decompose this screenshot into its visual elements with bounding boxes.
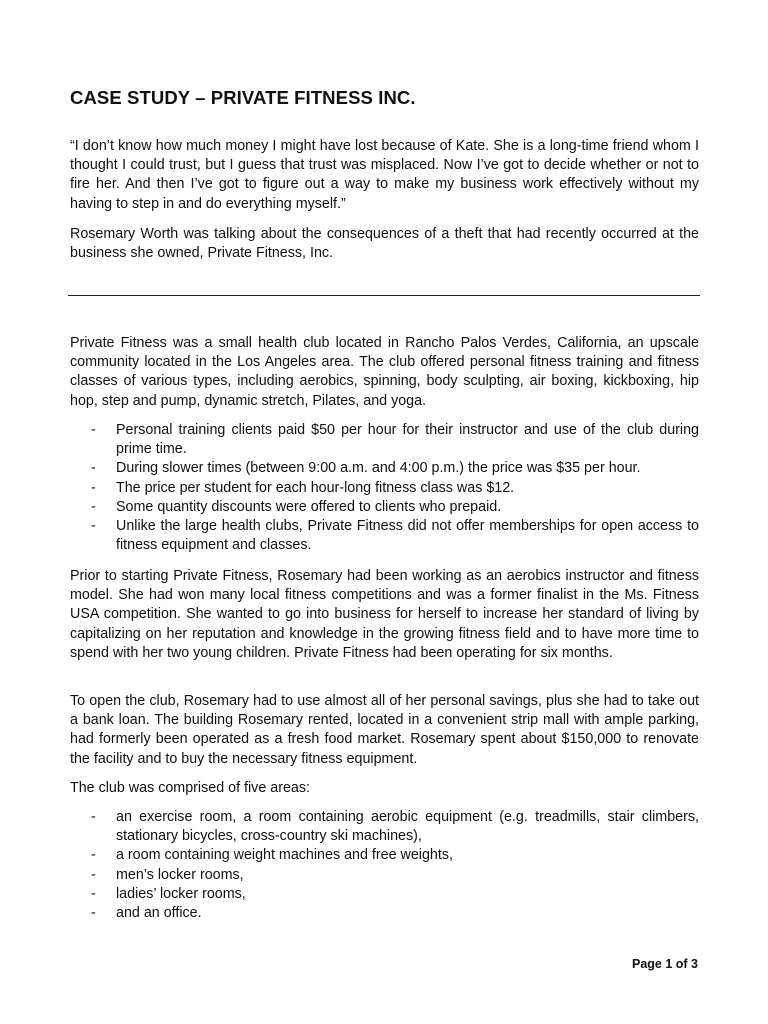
- list-item-text: men’s locker rooms,: [116, 866, 244, 883]
- horizontal-divider: [68, 295, 700, 296]
- list-item: [70, 904, 699, 923]
- paragraph-background: Prior to starting Private Fitness, Rosemary had been working as an aerobics instructor and fitness model. She had won many local fitness competitions and was a former finalist in the Ms. Fitness USA competition. She wanted to go into business for herself to increase her standard of living by capitalizing on her reputation and knowledge in the growing fitness field and to have more time to spend with her two young children. Private Fitness had been operating for six months.: [70, 568, 699, 661]
- intro-paragraph: Rosemary Worth was talking about the consequences of a theft that had recently occurred at the business she owned, Private Fitness, Inc.: [70, 226, 699, 262]
- opening-quote: “I don’t know how much money I might have lost because of Kate. She is a long-time friend whom I thought I could trust, but I guess that trust was misplaced. Now I’ve got to decide whether or not to fire her. And then I’ve got to figure out a way to make my business work effectively without my having to step in and do everything myself.”: [70, 138, 699, 212]
- page-title: CASE STUDY – PRIVATE FITNESS INC.: [70, 87, 416, 108]
- list-item-text: and an office.: [116, 905, 202, 922]
- list-item-text: During slower times (between 9:00 a.m. and 4:00 p.m.) the price was $35 per hour.: [116, 460, 641, 477]
- list-item-text: an exercise room, a room containing aerobic equipment (e.g. treadmills, stair climbers, stationary bicycles, cross-country ski machines),: [116, 809, 699, 845]
- bullet-dash: -: [91, 518, 96, 535]
- areas-list: [70, 808, 699, 923]
- pricing-list: [70, 421, 699, 555]
- list-item-text: a room containing weight machines and free weights,: [116, 847, 453, 864]
- list-item-text: Personal training clients paid $50 per hour for their instructor and use of the club during prime time.: [116, 422, 699, 458]
- bullet-dash: -: [91, 809, 96, 825]
- list-item: [70, 421, 699, 459]
- bullet-dash: -: [91, 460, 96, 477]
- list-item: [70, 517, 699, 555]
- list-item: [70, 498, 699, 517]
- bullet-dash: -: [91, 479, 96, 496]
- list-item-text: Unlike the large health clubs, Private Fitness did not offer memberships for open access to fitness equipment and classes.: [116, 518, 699, 554]
- bullet-dash: -: [91, 866, 96, 883]
- bullet-dash: -: [91, 422, 96, 438]
- list-item: [70, 866, 699, 885]
- paragraph-club-overview: Private Fitness was a small health club located in Rancho Palos Verdes, California, an upscale community located in the Los Angeles area. The club offered personal fitness training and fitness classes of various types, including aerobics, spinning, body sculpting, air boxing, kickboxing, hip hop, step and pump, dynamic stretch, Pilates, and yoga.: [70, 335, 699, 409]
- bullet-dash: -: [91, 905, 96, 922]
- list-item-text: The price per student for each hour-long fitness class was $12.: [116, 479, 515, 496]
- paragraph-areas-intro: The club was comprised of five areas:: [70, 780, 310, 796]
- list-item: [70, 479, 699, 498]
- bullet-dash: -: [91, 885, 96, 902]
- page-number: Page 1 of 3: [632, 957, 698, 971]
- bullet-dash: -: [91, 847, 96, 864]
- list-item: [70, 846, 699, 865]
- list-item: [70, 885, 699, 904]
- list-item-text: Some quantity discounts were offered to clients who prepaid.: [116, 498, 502, 515]
- bullet-dash: -: [91, 498, 96, 515]
- list-item: [70, 808, 699, 846]
- list-item-text: ladies’ locker rooms,: [116, 885, 246, 902]
- list-item: [70, 459, 699, 478]
- paragraph-opening: To open the club, Rosemary had to use almost all of her personal savings, plus she had to take out a bank loan. The building Rosemary rented, located in a convenient strip mall with ample parking, had formerly been operated as a fresh food market. Rosemary spent about $150,000 to renovate the facility and to buy the necessary fitness equipment.: [70, 693, 699, 767]
